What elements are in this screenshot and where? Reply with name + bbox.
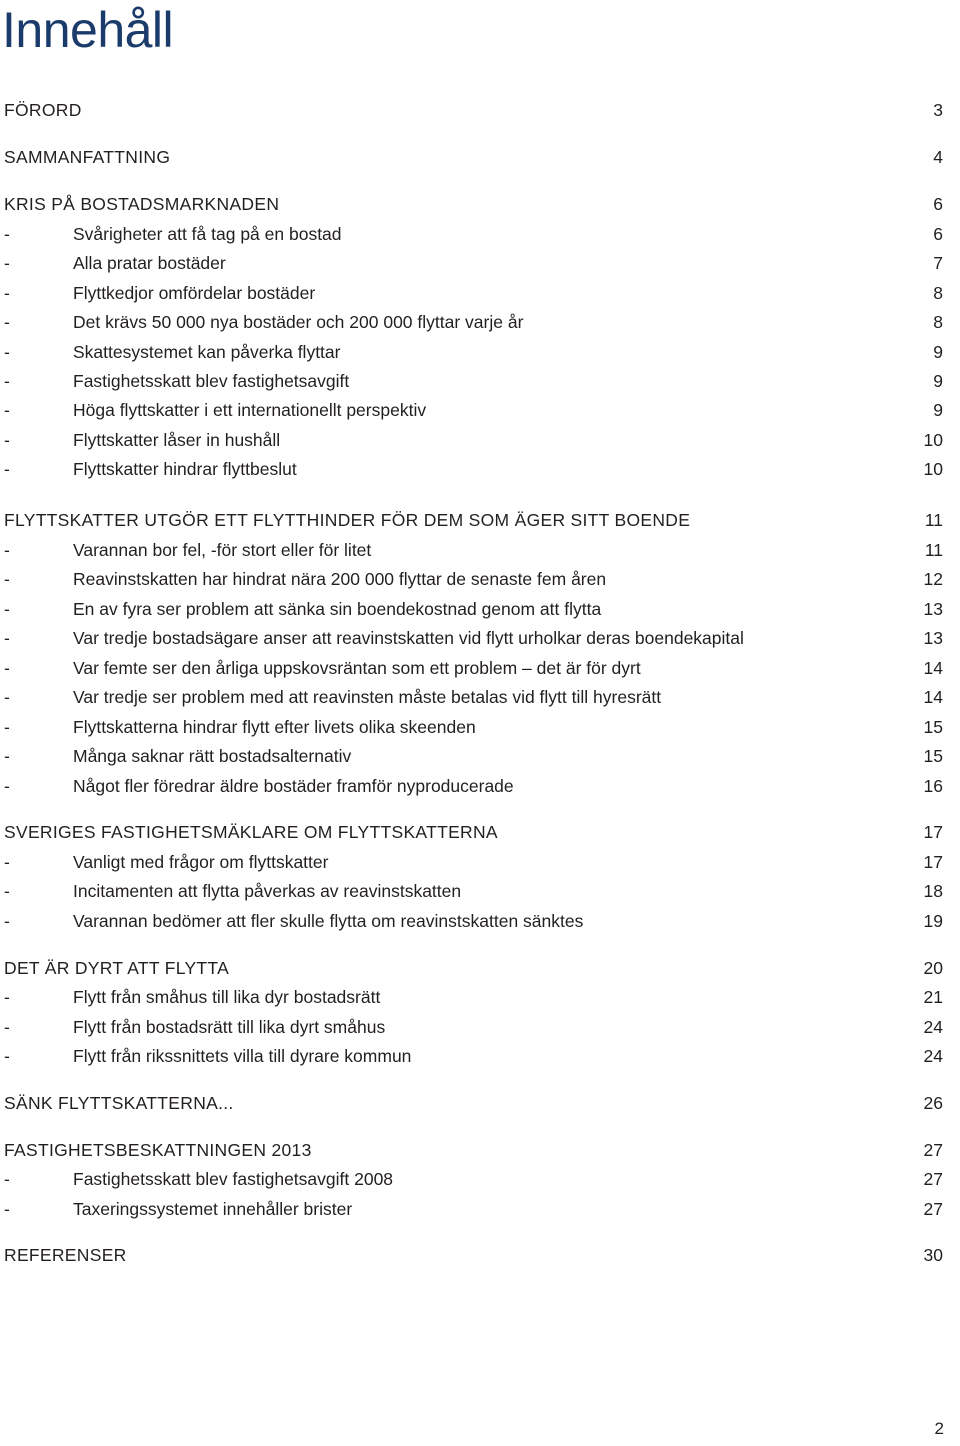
toc-dash: - — [4, 1199, 10, 1219]
toc-page-number: 27 — [923, 1169, 943, 1189]
toc-label: Reavinstskatten har hindrat nära 200 000 flyttar de senaste fem åren — [73, 569, 607, 589]
toc-page-number: 17 — [923, 852, 943, 872]
toc-dash: - — [4, 312, 10, 332]
page-title: Innehåll — [2, 2, 174, 58]
toc-page-number: 24 — [923, 1017, 943, 1037]
toc-page-number: 30 — [923, 1245, 943, 1265]
toc-dash: - — [4, 430, 10, 450]
toc-label: Varannan bor fel, -för stort eller för litet — [73, 540, 372, 560]
toc-label: KRIS PÅ BOSTADSMARKNADEN — [4, 194, 280, 214]
toc-section-entry[interactable] — [0, 192, 960, 216]
toc-subentry[interactable] — [0, 251, 960, 275]
toc-label: Vanligt med frågor om flyttskatter — [73, 852, 329, 872]
toc-page-number: 10 — [923, 459, 943, 479]
toc-section-entry[interactable] — [0, 1138, 960, 1162]
toc-label: Svårigheter att få tag på en bostad — [73, 224, 342, 244]
toc-dash: - — [4, 687, 10, 707]
toc-page-number: 20 — [923, 958, 943, 978]
toc-label: Skattesystemet kan påverka flyttar — [73, 342, 341, 362]
toc-subentry[interactable] — [0, 567, 960, 591]
toc-page-number: 13 — [923, 599, 943, 619]
toc-label: Var femte ser den årliga uppskovsräntan som ett problem – det är för dyrt — [73, 658, 641, 678]
toc-section-entry[interactable] — [0, 820, 960, 844]
toc-label: Många saknar rätt bostadsalternativ — [73, 746, 352, 766]
toc-page-number: 12 — [923, 569, 943, 589]
toc-dash: - — [4, 1017, 10, 1037]
toc-dash: - — [4, 1169, 10, 1189]
toc-label: Det krävs 50 000 nya bostäder och 200 000 flyttar varje år — [73, 312, 524, 332]
toc-dash: - — [4, 776, 10, 796]
toc-label: Var tredje bostadsägare anser att reavinstskatten vid flytt urholkar deras boendekapital — [73, 628, 744, 648]
toc-dash: - — [4, 628, 10, 648]
toc-page-number: 6 — [933, 194, 943, 214]
toc-page-number: 6 — [933, 224, 943, 244]
toc-subentry[interactable] — [0, 222, 960, 246]
toc-page-number: 11 — [924, 510, 943, 530]
toc-page-number: 17 — [923, 822, 943, 842]
toc-page-number: 24 — [923, 1046, 943, 1066]
toc-page-number: 16 — [923, 776, 943, 796]
toc-subentry[interactable] — [0, 369, 960, 393]
toc-subentry[interactable] — [0, 457, 960, 481]
toc-subentry[interactable] — [0, 656, 960, 680]
toc-page-number: 18 — [923, 881, 943, 901]
toc-page-number: 9 — [933, 371, 943, 391]
toc-page-number: 11 — [924, 540, 943, 560]
toc-subentry[interactable] — [0, 1044, 960, 1068]
toc-dash: - — [4, 852, 10, 872]
toc-page-number: 27 — [923, 1140, 943, 1160]
toc-dash: - — [4, 746, 10, 766]
toc-page-number: 15 — [923, 717, 943, 737]
toc-subentry[interactable] — [0, 1167, 960, 1191]
toc-subentry[interactable] — [0, 685, 960, 709]
toc-label: Flytt från småhus till lika dyr bostadsrätt — [73, 987, 381, 1007]
toc-subentry[interactable] — [0, 626, 960, 650]
toc-subentry[interactable] — [0, 879, 960, 903]
toc-subentry[interactable] — [0, 538, 960, 562]
toc-section-entry[interactable] — [0, 1091, 960, 1115]
toc-page-number: 10 — [923, 430, 943, 450]
toc-label: FÖRORD — [4, 100, 82, 120]
toc-page-number: 9 — [933, 400, 943, 420]
toc-section-entry[interactable] — [0, 98, 960, 122]
toc-subentry[interactable] — [0, 774, 960, 798]
toc-dash: - — [4, 569, 10, 589]
toc-dash: - — [4, 540, 10, 560]
toc-label: Flyttskatter hindrar flyttbeslut — [73, 459, 297, 479]
toc-dash: - — [4, 1046, 10, 1066]
toc-subentry[interactable] — [0, 1015, 960, 1039]
toc-page-number: 13 — [923, 628, 943, 648]
toc-label: DET ÄR DYRT ATT FLYTTA — [4, 958, 230, 978]
toc-page-number: 14 — [923, 687, 943, 707]
toc-section-entry[interactable] — [0, 508, 960, 532]
toc-subentry[interactable] — [0, 850, 960, 874]
toc-label: Varannan bedömer att fler skulle flytta om reavinstskatten sänktes — [73, 911, 584, 931]
toc-page-number: 14 — [923, 658, 943, 678]
toc-subentry[interactable] — [0, 597, 960, 621]
toc-label: Flytt från bostadsrätt till lika dyrt småhus — [73, 1017, 386, 1037]
toc-label: Flyttkedjor omfördelar bostäder — [73, 283, 316, 303]
toc-page-number: 7 — [933, 253, 943, 273]
toc-dash: - — [4, 253, 10, 273]
toc-subentry[interactable] — [0, 281, 960, 305]
toc-page-number: 21 — [923, 987, 943, 1007]
toc-label: Höga flyttskatter i ett internationellt perspektiv — [73, 400, 427, 420]
toc-dash: - — [4, 881, 10, 901]
page-number: 2 — [934, 1419, 944, 1438]
toc-page-number: 3 — [933, 100, 943, 120]
toc-label: Taxeringssystemet innehåller brister — [73, 1199, 353, 1219]
toc-dash: - — [4, 283, 10, 303]
toc-subentry[interactable] — [0, 340, 960, 364]
toc-label: Incitamenten att flytta påverkas av reavinstskatten — [73, 881, 462, 901]
toc-subentry[interactable] — [0, 428, 960, 452]
toc-page-number: 9 — [933, 342, 943, 362]
toc-subentry[interactable] — [0, 715, 960, 739]
toc-subentry[interactable] — [0, 398, 960, 422]
toc-page-number: 8 — [933, 312, 943, 332]
toc-label: Flyttskatterna hindrar flytt efter livets olika skeenden — [73, 717, 476, 737]
toc-page-number: 8 — [933, 283, 943, 303]
toc-page-number: 27 — [923, 1199, 943, 1219]
toc-page-number: 26 — [923, 1093, 943, 1113]
toc-subentry[interactable] — [0, 310, 960, 334]
toc-label: SVERIGES FASTIGHETSMÄKLARE OM FLYTTSKATTERNA — [4, 822, 498, 842]
toc-label: FLYTTSKATTER UTGÖR ETT FLYTTHINDER FÖR DEM SOM ÄGER SITT BOENDE — [4, 510, 691, 530]
toc-dash: - — [4, 342, 10, 362]
toc-subentry[interactable] — [0, 985, 960, 1009]
toc-section-entry[interactable] — [0, 956, 960, 980]
toc-dash: - — [4, 599, 10, 619]
toc-dash: - — [4, 717, 10, 737]
toc-label: Fastighetsskatt blev fastighetsavgift 2008 — [73, 1169, 394, 1189]
toc-dash: - — [4, 987, 10, 1007]
toc-label: Var tredje ser problem med att reavinsten måste betalas vid flytt till hyresrätt — [73, 687, 662, 707]
toc-label: En av fyra ser problem att sänka sin boendekostnad genom att flytta — [73, 599, 602, 619]
toc-subentry[interactable] — [0, 1197, 960, 1221]
toc-subentry[interactable] — [0, 744, 960, 768]
toc-dash: - — [4, 658, 10, 678]
toc-page-number: 19 — [923, 911, 943, 931]
toc-dash: - — [4, 911, 10, 931]
toc-dash: - — [4, 371, 10, 391]
toc-page-number: 4 — [933, 147, 943, 167]
toc-dash: - — [4, 459, 10, 479]
toc-label: Flyttskatter låser in hushåll — [73, 430, 281, 450]
toc-label: Flytt från rikssnittets villa till dyrare kommun — [73, 1046, 412, 1066]
toc-section-entry[interactable] — [0, 145, 960, 169]
toc-subentry[interactable] — [0, 909, 960, 933]
toc-page-number: 15 — [923, 746, 943, 766]
toc-label: Fastighetsskatt blev fastighetsavgift — [73, 371, 350, 391]
toc-label: SAMMANFATTNING — [4, 147, 171, 167]
toc-label: FASTIGHETSBESKATTNINGEN 2013 — [4, 1140, 312, 1160]
toc-label: Något fler föredrar äldre bostäder framför nyproducerade — [73, 776, 514, 796]
toc-section-entry[interactable] — [0, 1243, 960, 1267]
toc-label: Alla pratar bostäder — [73, 253, 226, 273]
toc-label: REFERENSER — [4, 1245, 127, 1265]
toc-label: SÄNK FLYTTSKATTERNA... — [4, 1093, 234, 1113]
toc-dash: - — [4, 400, 10, 420]
toc-dash: - — [4, 224, 10, 244]
